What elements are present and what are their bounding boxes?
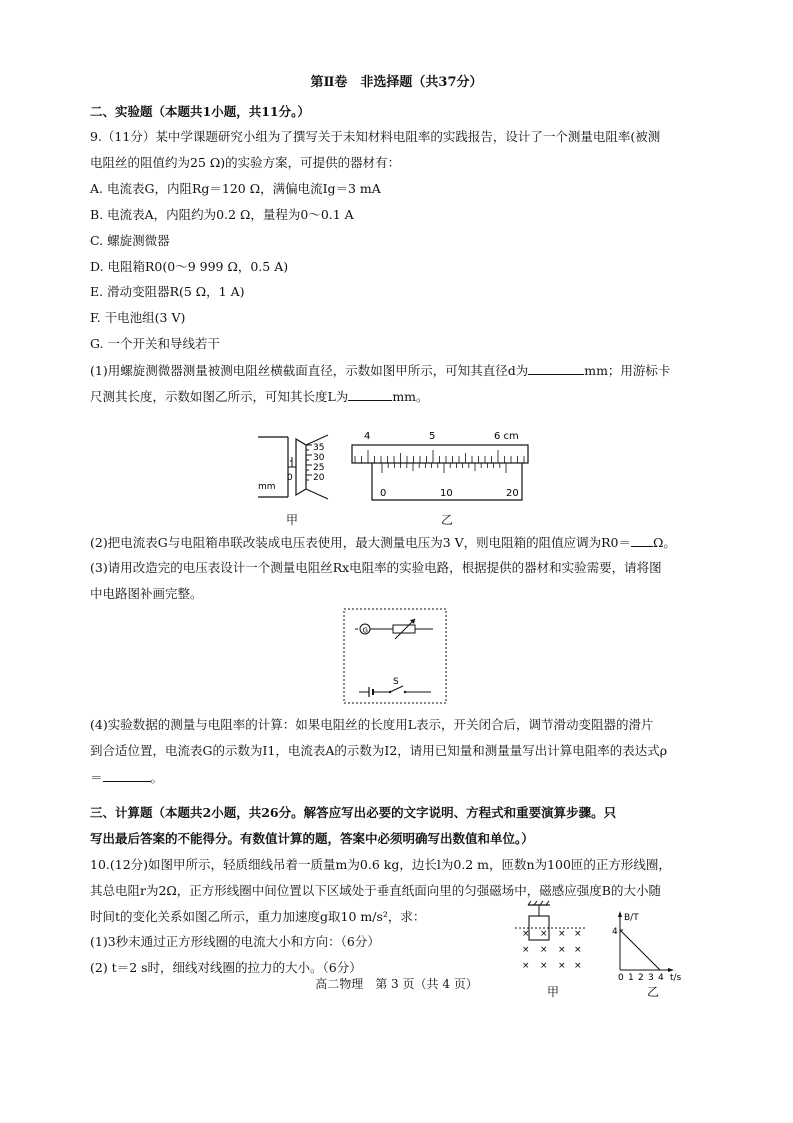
caliper-main-label: 5	[429, 431, 436, 442]
coil-field-diagram	[510, 900, 590, 982]
magnetic-field-cross: ×	[522, 945, 530, 955]
caliper-main-label: 6 cm	[494, 431, 519, 442]
answer-blank-d[interactable]	[528, 362, 584, 375]
figure-caption-jia: 甲	[286, 513, 299, 527]
magnetic-field-cross: ×	[574, 961, 582, 971]
micrometer-diagram	[258, 435, 328, 499]
micrometer-zero-label: 0	[287, 473, 293, 483]
magnetic-field-cross: ×	[574, 945, 582, 955]
caliper-vernier-label: 10	[440, 488, 453, 499]
magnetic-field-cross: ×	[522, 929, 530, 939]
option-d: D. 电阻箱R0(0～9 999 Ω，0.5 A)	[90, 259, 289, 274]
graph-x-tick: 0	[618, 973, 624, 983]
magnetic-field-cross: ×	[540, 929, 548, 939]
option-e: E. 滑动变阻器R(5 Ω，1 A)	[90, 284, 245, 299]
q9-part4-line3	[90, 769, 163, 786]
graph-x-tick: 3	[648, 973, 654, 983]
option-f: F. 干电池组(3 V)	[90, 310, 186, 325]
b-t-graph	[608, 910, 682, 983]
q9-part2-text-b: Ω。	[653, 535, 676, 550]
magnetic-field-cross: ×	[574, 929, 582, 939]
figure-micrometer-caliper	[250, 425, 540, 515]
option-b: B. 电流表A，内阻约为0.2 Ω，量程为0～0.1 A	[90, 207, 354, 222]
answer-blank-l[interactable]	[348, 388, 392, 401]
section2-heading: 二、实验题（本题共1小题，共11分。）	[90, 104, 310, 119]
magnetic-field-cross: ×	[540, 961, 548, 971]
micrometer-tick-label: 30	[313, 453, 325, 463]
b-t-line	[620, 930, 660, 970]
page-footer: 高二物理 第 3 页（共 4 页）	[315, 977, 478, 991]
page-title: 第Ⅱ卷 非选择题（共37分）	[310, 75, 483, 90]
q9-part1-line1	[90, 362, 670, 379]
graph-ylabel: B/T	[624, 913, 639, 923]
q9-part4-line2: 到合适位置，电流表G的示数为I1，电流表A的示数为I2，请用已知量和测量量写出计算电阻率的表达式ρ	[90, 743, 668, 758]
q9-part3-line2: 中电路图补画完整。	[90, 586, 203, 601]
graph-y-tick: 4	[612, 927, 618, 937]
figure2-caption-yi: 乙	[647, 985, 660, 999]
caliper-main-label: 4	[364, 431, 371, 442]
vernier-caliper-diagram	[352, 431, 528, 500]
q9-part4-text-d: 。	[150, 770, 164, 785]
q9-part1-text-d: mm。	[392, 389, 429, 404]
q9-intro-line1: 9.（11分）某中学课题研究小组为了撰写关于未知材料电阻率的实践报告，设计了一个测量电阻率(被测	[90, 129, 661, 144]
graph-x-tick: 4	[658, 973, 664, 983]
option-g: G. 一个开关和导线若干	[90, 336, 220, 351]
q10-line3: 时间t的变化关系如图乙所示，重力加速度g取10 m/s²，求：	[90, 909, 426, 924]
q10-line2: 其总电阻r为2Ω，正方形线圈中间位置以下区域处于垂直纸面向里的匀强磁场中，磁感应强度B的大小随	[90, 883, 661, 898]
magnetic-field-cross: ×	[558, 945, 566, 955]
graph-x-tick: 2	[638, 973, 644, 983]
magnetic-field-cross: ×	[558, 961, 566, 971]
q9-part1-line2	[90, 388, 429, 405]
micrometer-tick-label: 25	[313, 463, 325, 473]
q9-part4-text-c: ＝	[90, 770, 103, 785]
micrometer-tick-label: 35	[313, 443, 325, 453]
micrometer-tick-label: 20	[313, 473, 325, 483]
switch-label: S	[393, 677, 399, 687]
graph-xlabel: t/s	[670, 973, 682, 983]
magnetic-field-cross: ×	[540, 945, 548, 955]
q10-part1: (1)3秒末通过正方形线圈的电流大小和方向：（6分）	[90, 934, 380, 949]
q9-part2-text-a: (2)把电流表G与电阻箱串联改装成电压表使用，最大测量电压为3 V，则电阻箱的阻值应调为R0＝	[90, 535, 632, 550]
caliper-vernier-label: 0	[380, 488, 387, 499]
micrometer-unit: mm	[258, 482, 276, 492]
q9-part3-line1: (3)请用改造完的电压表设计一个测量电阻丝Rx电阻率的实验电路，根据提供的器材和实验需要，请将图	[90, 560, 662, 575]
graph-x-tick: 1	[628, 973, 634, 983]
rheostat-symbol	[393, 625, 415, 633]
figure-caption-yi: 乙	[441, 513, 454, 527]
q9-part1-text-a: (1)用螺旋测微器测量被测电阻丝横截面直径，示数如图甲所示，可知其直径d为	[90, 363, 529, 378]
q9-part2	[90, 534, 676, 551]
section3-heading-line2: 写出最后答案的不能得分。有数值计算的题，答案中必须明确写出数值和单位。）	[90, 831, 534, 846]
caliper-vernier-label: 20	[506, 488, 519, 499]
galvanometer-label: G	[362, 626, 368, 635]
section3-heading-line1: 三、计算题（本题共2小题，共26分。解答应写出必要的文字说明、方程式和重要演算步骤。只	[90, 805, 617, 820]
option-a: A. 电流表G，内阻Rg＝120 Ω，满偏电流Ig＝3 mA	[90, 181, 381, 196]
answer-blank-r0[interactable]	[631, 534, 653, 547]
magnetic-field-cross: ×	[522, 961, 530, 971]
q9-part1-text-c: 尺测其长度，示数如图乙所示，可知其长度L为	[90, 389, 349, 404]
q10-part2: (2) t＝2 s时，细线对线圈的拉力的大小。（6分）	[90, 960, 362, 975]
circuit-diagram	[343, 608, 447, 704]
q9-intro-line2: 电阻丝的阻值约为25 Ω)的实验方案，可提供的器材有：	[90, 155, 401, 170]
option-c: C. 螺旋测微器	[90, 233, 170, 248]
q10-line1: 10.(12分)如图甲所示，轻质细线吊着一质量m为0.6 kg，边长l为0.2 m，匝数n为100匝的正方形线圈，	[90, 857, 671, 872]
answer-blank-rho[interactable]	[103, 769, 151, 782]
magnetic-field-cross: ×	[558, 929, 566, 939]
figure2-caption-jia: 甲	[547, 985, 560, 999]
q9-part4-line1: (4)实验数据的测量与电阻率的计算：如果电阻丝的长度用L表示，开关闭合后，调节滑动变阻器的滑片	[90, 717, 654, 732]
q9-part1-text-b: mm；用游标卡	[584, 363, 671, 378]
